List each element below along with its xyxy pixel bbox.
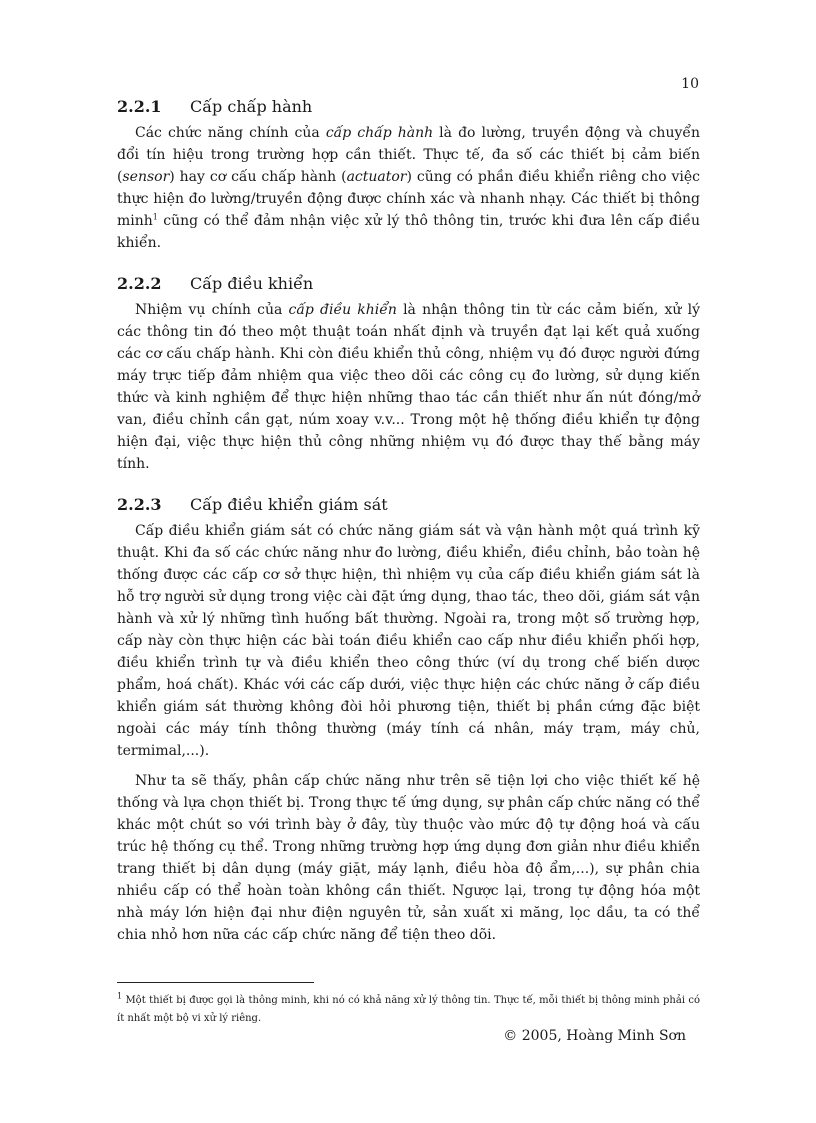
footnote-reference[interactable]: 1 bbox=[152, 212, 158, 222]
page-content bbox=[117, 97, 700, 966]
page-number: 10 bbox=[681, 76, 699, 92]
footnote-text: Một thiết bị được gọi là thông minh, khi nó có khả năng xử lý thông tin. Thực tế, mỗi thiết bị thông minh phải có ít nhất một bộ vi xử lý riêng. bbox=[117, 995, 700, 1024]
footnote-divider bbox=[117, 982, 314, 983]
section-heading bbox=[117, 274, 700, 293]
section-number: 2.2.3 bbox=[117, 495, 162, 514]
section-2-2-1 bbox=[117, 97, 700, 254]
footnote-marker: 1 bbox=[117, 991, 123, 1001]
copyright-notice: © 2005, Hoàng Minh Sơn bbox=[503, 1028, 686, 1044]
section-title: Cấp điều khiển giám sát bbox=[190, 495, 388, 514]
section-title: Cấp điều khiển bbox=[190, 274, 314, 293]
paragraph: Nhiệm vụ chính của cấp điều khiển là nhận thông tin từ các cảm biến, xử lý các thông tin đó theo một thuật toán nhất định và truyền đạt lại kết quả xuống các cơ cấu chấp hành. Khi còn điều khiển thủ công, nhiệm vụ đó được người đứng máy trực tiếp đảm nhiệm qua việc theo dõi các công cụ đo lường, sử dụng kiến thức và kinh nghiệm để thực hiện những thao tác cần thiết như ấn nút đóng/mở van, điều chỉnh cần gạt, núm xoay v.v... Trong một hệ thống điều khiển tự động hiện đại, việc thực hiện thủ công những nhiệm vụ đó được thay thế bằng máy tính. bbox=[117, 302, 700, 472]
section-2-2-2 bbox=[117, 274, 700, 475]
paragraph: Cấp điều khiển giám sát có chức năng giám sát và vận hành một quá trình kỹ thuật. Khi đa số các chức năng như đo lường, điều khiển, điều chỉnh, bảo toàn hệ thống được các cấp cơ sở thực hiện, thì nhiệm vụ của cấp điều khiển giám sát là hỗ trợ người sử dụng trong việc cài đặt ứng dụng, thao tác, theo dõi, giám sát vận hành và xử lý những tình huống bất thường. Ngoài ra, trong một số trường hợp, cấp này còn thực hiện các bài toán điều khiển cao cấp như điều khiển phối hợp, điều khiển trình tự và điều khiển theo công thức (ví dụ trong chế biến dược phẩm, hoá chất). Khác với các cấp dưới, việc thực hiện các chức năng ở cấp điều khiển giám sát thường không đòi hỏi phương tiện, thiết bị phần cứng đặc biệt ngoài các máy tính thông thường (máy tính cá nhân, máy trạm, máy chủ, termimal,...). bbox=[117, 523, 700, 759]
section-number: 2.2.2 bbox=[117, 274, 162, 293]
section-title: Cấp chấp hành bbox=[190, 97, 313, 116]
paragraph: Các chức năng chính của cấp chấp hành là đo lường, truyền động và chuyển đổi tín hiệu trong trường hợp cần thiết. Thực tế, đa số các thiết bị cảm biến (sensor) hay cơ cấu chấp hành (actuator) cũng có phần điều khiển riêng cho việc thực hiện đo lường/truyền động được chính xác và nhanh nhạy. Các thiết bị thông minh$^1$ cũng có thể đảm nhận việc xử lý thô thông tin, trước khi đưa lên cấp điều khiển. bbox=[117, 125, 701, 251]
section-heading bbox=[117, 97, 700, 116]
footnote bbox=[117, 992, 700, 1028]
section-heading bbox=[117, 495, 700, 514]
section-number: 2.2.1 bbox=[117, 97, 162, 116]
paragraph: Như ta sẽ thấy, phân cấp chức năng như trên sẽ tiện lợi cho việc thiết kế hệ thống và lựa chọn thiết bị. Trong thực tế ứng dụng, sự phân cấp chức năng có thể khác một chút so với trình bày ở đây, tùy thuộc vào mức độ tự động hoá và cấu trúc hệ thống cụ thể. Trong những trường hợp ứng dụng đơn giản như điều khiển trang thiết bị dân dụng (máy giặt, máy lạnh, điều hòa độ ẩm,...), sự phân chia nhiều cấp có thể hoàn toàn không cần thiết. Ngược lại, trong tự động hóa một nhà máy lớn hiện đại như điện nguyên tử, sản xuất xi măng, lọc dầu, ta có thể chia nhỏ hơn nữa các cấp chức năng để tiện theo dõi. bbox=[117, 773, 700, 943]
section-2-2-3 bbox=[117, 495, 700, 946]
